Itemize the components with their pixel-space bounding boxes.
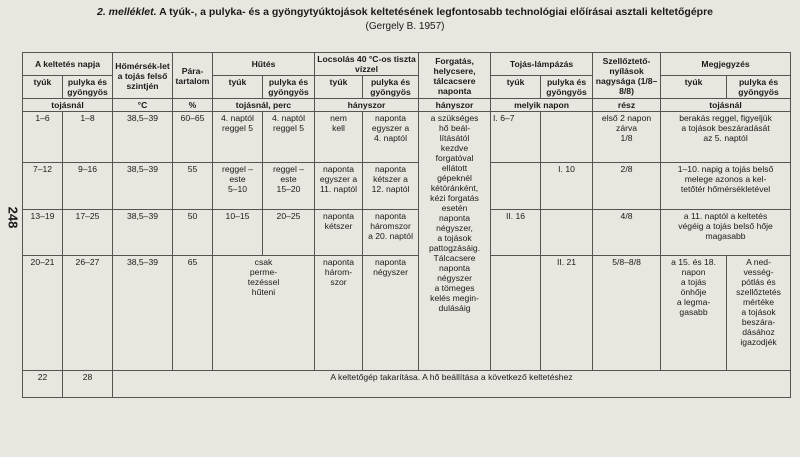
header-megjegyzes: Megjegyzés <box>661 53 791 76</box>
cell-megjegyzes: a 11. naptól a keltetés végéig a tojás belső hője magasabb <box>661 210 791 256</box>
header-locsolas: Locsolás 40 °C-os tiszta vízzel <box>315 53 419 76</box>
header-hutes: Hűtés <box>213 53 315 76</box>
header-lamp-pulyka: pulyka és gyöngyös <box>541 76 593 99</box>
header-forgatas: Forgatás, helycsere, tálcacsere naponta <box>419 53 491 99</box>
table-row <box>23 163 791 210</box>
cell-locs-tyuk: nem kell <box>315 112 363 163</box>
unit-tojasnal-megj: tojásnál <box>661 99 791 112</box>
unit-percent: % <box>173 99 213 112</box>
cell-hutes: csak perme- tezéssel hűteni <box>213 256 315 371</box>
cell-lamp-tyuk: II. 16 <box>491 210 541 256</box>
cell-pulyka-day: 1–8 <box>63 112 113 163</box>
cell-homerseklet: 38,5–39 <box>113 210 173 256</box>
cell-locs-pulyka: naponta kétszer a 12. naptól <box>363 163 419 210</box>
cell-homerseklet: 38,5–39 <box>113 163 173 210</box>
header-locs-pulyka: pulyka és gyöngyös <box>363 76 419 99</box>
cell-hutes-pulyka: 20–25 <box>263 210 315 256</box>
page-number: 248 <box>5 206 21 229</box>
cell-tyuk-day: 22 <box>23 371 63 398</box>
cell-tyuk-day: 1–6 <box>23 112 63 163</box>
cell-homerseklet: 38,5–39 <box>113 256 173 371</box>
header-pulyka: pulyka és gyöngyös <box>63 76 113 99</box>
title-prefix: 2. melléklet. <box>96 6 157 18</box>
cell-megjegyzes: 1–10. napig a tojás belső melege azonos a kel- tetőtér hőmérsékletével <box>661 163 791 210</box>
page-title <box>20 6 790 19</box>
page-subtitle: (Gergely B. 1957) <box>365 21 445 32</box>
unit-resz: rész <box>593 99 661 112</box>
cell-locs-tyuk: naponta kétszer <box>315 210 363 256</box>
title-text: A tyúk-, a pulyka- és a gyöngytyúktojások keltetésének legfontosabb technológiai előírásai asztali keltetőgépre <box>159 6 714 18</box>
header-szelloztetonyilasok: Szellőztető-nyílások nagysága (1/8–8/8) <box>593 53 661 99</box>
cell-hutes-tyuk: 4. naptól reggel 5 <box>213 112 263 163</box>
unit-celsius: °C <box>113 99 173 112</box>
header-keltetes-napja: A keltetés napja <box>23 53 113 76</box>
cell-pulyka-day: 28 <box>63 371 113 398</box>
table-row <box>23 256 791 371</box>
cell-tyuk-day: 20–21 <box>23 256 63 371</box>
cell-paratartalom: 65 <box>173 256 213 371</box>
header-locs-tyuk: tyúk <box>315 76 363 99</box>
cell-szelloztetes: 4/8 <box>593 210 661 256</box>
header-tyuk: tyúk <box>23 76 63 99</box>
cell-lamp-tyuk <box>491 256 541 371</box>
header-tojaslampazas: Tojás-lámpázás <box>491 53 593 76</box>
cell-homerseklet: 38,5–39 <box>113 112 173 163</box>
cell-szelloztetes: 2/8 <box>593 163 661 210</box>
cell-szelloztetes: 5/8–8/8 <box>593 256 661 371</box>
cell-paratartalom: 55 <box>173 163 213 210</box>
cell-tyuk-day: 7–12 <box>23 163 63 210</box>
table-row-last <box>23 371 791 398</box>
header-paratartalom: Pára-tartalom <box>173 53 213 99</box>
cell-pulyka-day: 9–16 <box>63 163 113 210</box>
cell-hutes-tyuk: 10–15 <box>213 210 263 256</box>
cell-lamp-tyuk <box>491 163 541 210</box>
cell-megj-tyuk: a 15. és 18. napon a tojás önhője a legma- gasabb <box>661 256 727 371</box>
header-megj-pulyka: pulyka és gyöngyös <box>727 76 791 99</box>
cell-pulyka-day: 17–25 <box>63 210 113 256</box>
table-row <box>23 210 791 256</box>
cell-lamp-pulyka <box>541 210 593 256</box>
cell-lamp-pulyka: I. 10 <box>541 163 593 210</box>
cell-tyuk-day: 13–19 <box>23 210 63 256</box>
cell-lamp-pulyka: II. 21 <box>541 256 593 371</box>
header-hutes-tyuk: tyúk <box>213 76 263 99</box>
cell-szelloztetes: első 2 napon zárva 1/8 <box>593 112 661 163</box>
cell-lamp-pulyka <box>541 112 593 163</box>
header-lamp-tyuk: tyúk <box>491 76 541 99</box>
cell-locs-tyuk: naponta három- szor <box>315 256 363 371</box>
table-row <box>23 112 791 163</box>
cell-hutes-pulyka: reggel – este 15–20 <box>263 163 315 210</box>
header-row-3 <box>23 99 791 112</box>
cell-lamp-tyuk: I. 6–7 <box>491 112 541 163</box>
unit-hanyszor: hányszor <box>315 99 419 112</box>
unit-hanyszor-forgatas: hányszor <box>419 99 491 112</box>
cell-hutes-pulyka: 4. naptól reggel 5 <box>263 112 315 163</box>
header-row-1 <box>23 53 791 76</box>
cell-locs-pulyka: naponta négyszer <box>363 256 419 371</box>
unit-tojasnal: tojásnál <box>23 99 113 112</box>
cell-paratartalom: 50 <box>173 210 213 256</box>
cell-pulyka-day: 26–27 <box>63 256 113 371</box>
cell-paratartalom: 60–65 <box>173 112 213 163</box>
header-megj-tyuk: tyúk <box>661 76 727 99</box>
cell-locs-pulyka: naponta háromszor a 20. naptól <box>363 210 419 256</box>
unit-tojasnal-perc: tojásnál, perc <box>213 99 315 112</box>
cell-locs-pulyka: naponta egyszer a 4. naptól <box>363 112 419 163</box>
cell-forgatas: a szükséges hő beál- lításától kezdve forgatóval ellátott gépeknél kétóránként, kézi forgatás esetén naponta négyszer, a tojások pattogzásáig. Tálcacsere naponta négyszer a tömeges kelés megin- dulásáig <box>419 112 491 371</box>
header-hutes-pulyka: pulyka és gyöngyös <box>263 76 315 99</box>
cell-locs-tyuk: naponta egyszer a 11. naptól <box>315 163 363 210</box>
unit-melyik-napon: melyik napon <box>491 99 593 112</box>
header-homerseklet: Hőmérsék-let a tojás felső szintjén <box>113 53 173 99</box>
cell-last-note: A keltetőgép takarítása. A hő beállítása a következő keltetéshez <box>113 371 791 398</box>
cell-megjegyzes: berakás reggel, figyeljük a tojások beszáradását az 5. naptól <box>661 112 791 163</box>
cell-megj-pulyka: A ned- vesség- pótlás és szellőztetés mértéke a tojások beszárа- dásához igazodjék <box>727 256 791 371</box>
cell-hutes-tyuk: reggel – este 5–10 <box>213 163 263 210</box>
incubation-table <box>22 52 791 398</box>
